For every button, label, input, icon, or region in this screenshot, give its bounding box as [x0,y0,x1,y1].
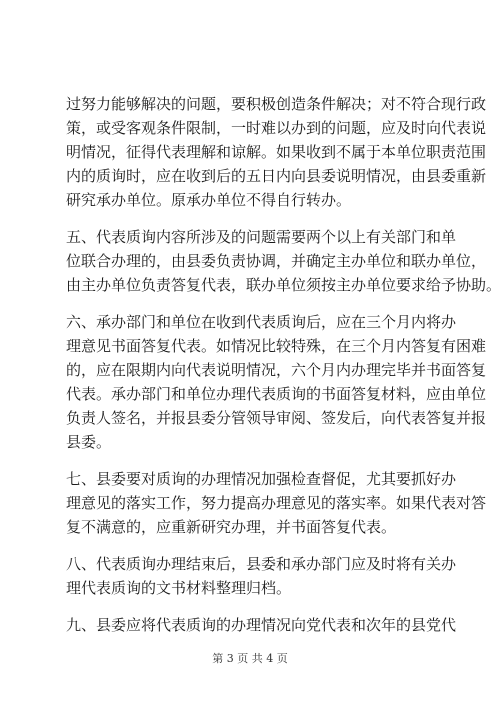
text-line: 理代表质询的文书材料整理归档。 [66,579,292,597]
text-line: 九、县委应将代表质询的办理情况向党代表和次年的县党代 [66,616,457,634]
paragraph-gap [66,539,436,552]
paragraph-item-9 [66,613,457,637]
document-body [66,92,501,637]
paragraph-gap [66,454,436,467]
text-line: 由主办单位负责答复代表，联办单位须按主办单位要求给予协助。 [66,276,501,294]
paragraph-item-7 [66,467,487,539]
page-number: 第 3 页 共 4 页 [212,652,288,665]
text-line: 的，应在限期内向代表说明情况，六个月内办理完毕并书面答复 [66,361,487,379]
text-line: 理意见书面答复代表。如情况比较特殊，在三个月内答复有困难 [66,337,487,355]
text-line: 六、承办部门和单位在收到代表质询后，应在三个月内将办 [66,313,457,331]
text-line: 负责人签名，并报县委分管领导审阅、签发后，向代表答复并报 [66,409,487,427]
paragraph-gap [66,212,436,225]
text-line: 七、县委要对质询的办理情况加强检查督促，尤其要抓好办 [66,470,457,488]
text-line: 策，或受客观条件限制，一时难以办到的问题，应及时向代表说 [66,119,487,137]
paragraph-item-8 [66,552,457,600]
paragraph-gap [66,297,436,310]
paragraph-gap [66,600,436,613]
text-line: 县委。 [66,433,112,451]
text-line: 代表。承办部门和单位办理代表质询的书面答复材料，应由单位 [66,385,487,403]
text-line: 八、代表质询办理结束后，县委和承办部门应及时将有关办 [66,555,457,573]
text-line: 位联合办理的，由县委负责协调，并确定主办单位和联办单位， [66,252,487,270]
text-line: 内的质询时，应在收到后的五日内向县委说明情况，由县委重新 [66,167,487,185]
paragraph-item-6 [66,310,487,454]
text-line: 明情况，征得代表理解和谅解。如果收到不属于本单位职责范围 [66,143,487,161]
text-line: 复不满意的，应重新研究办理，并书面答复代表。 [66,518,397,536]
paragraph-continuation [66,92,487,212]
text-line: 五、代表质询内容所涉及的问题需要两个以上有关部门和单 [66,228,457,246]
paragraph-item-5 [66,225,501,297]
text-line: 研究承办单位。原承办单位不得自行转办。 [66,191,352,209]
text-line: 理意见的落实工作，努力提高办理意见的落实率。如果代表对答 [66,494,487,512]
text-line: 过努力能够解决的问题，要积极创造条件解决；对不符合现行政 [66,95,487,113]
